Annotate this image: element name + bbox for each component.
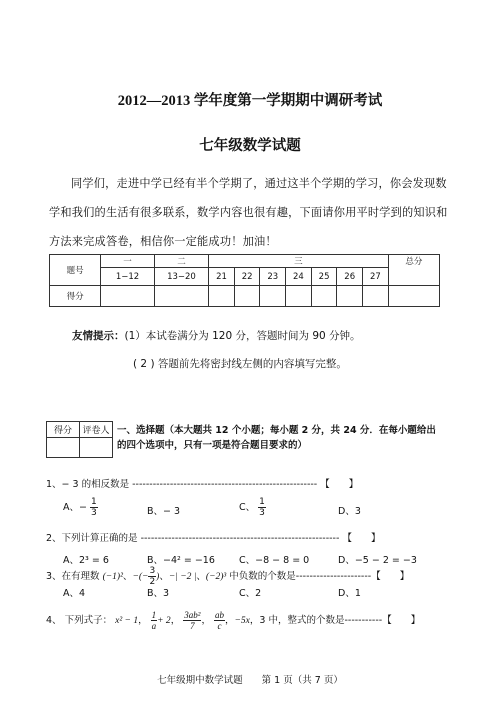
numerator: 3 bbox=[149, 566, 156, 576]
grader-table bbox=[46, 421, 113, 458]
tips-line-2: ( 2 ) 答题前先将密封线左侧的内容填写完整。 bbox=[133, 358, 347, 370]
page-footer: 七年级期中数学试题 第 1 页（共 7 页） bbox=[157, 675, 343, 686]
fraction bbox=[148, 566, 156, 587]
score-input-cell[interactable] bbox=[337, 286, 363, 307]
denominator: c bbox=[217, 621, 222, 631]
separator: ， bbox=[138, 615, 148, 626]
section-1-heading-line-2: 的四个选项中，只有一项是符合题目要求的） bbox=[117, 440, 308, 451]
denominator: 3 bbox=[259, 508, 265, 518]
fraction bbox=[90, 497, 98, 518]
question-4-post: ，3 中，整式的个数是 bbox=[249, 615, 345, 626]
separator: 、 bbox=[122, 571, 133, 582]
question-2-answer-bracket[interactable]: 【 】 bbox=[342, 533, 381, 544]
math-expression: + 2 bbox=[157, 616, 171, 626]
numerator: 1 bbox=[91, 497, 97, 507]
question-3-option-b: B、3 bbox=[147, 588, 170, 599]
score-table-cell: 24 bbox=[286, 268, 312, 286]
score-table-cell: 26 bbox=[337, 268, 363, 286]
score-input-cell[interactable] bbox=[234, 286, 260, 307]
question-2-option-d: D、−5 − 2 = −3 bbox=[338, 555, 417, 566]
question-2-option-c: C、−8 − 8 = 0 bbox=[239, 555, 310, 566]
grader-reviewer-label: 评卷人 bbox=[80, 422, 113, 438]
grader-score-cell[interactable] bbox=[47, 438, 80, 458]
denominator: a bbox=[151, 621, 157, 631]
exam-title: 2012—2013 学年度第一学期期中调研考试 bbox=[117, 93, 383, 109]
tips-text-1: (1）本试卷满分为 120 分，答题时间为 90 分钟。 bbox=[124, 330, 361, 342]
separator: ， bbox=[224, 615, 235, 626]
question-1-text: 1、− 3 的相反数是 bbox=[46, 479, 130, 490]
option-label: C、 bbox=[239, 502, 256, 513]
question-3-post: 中负数的个数是 bbox=[226, 571, 296, 582]
grader-score-label: 得分 bbox=[47, 422, 80, 438]
score-table-cell: 13−20 bbox=[154, 268, 208, 286]
fraction bbox=[214, 610, 225, 631]
separator: 、 bbox=[196, 571, 206, 582]
score-input-cell[interactable] bbox=[209, 286, 235, 307]
score-input-cell[interactable] bbox=[101, 286, 154, 307]
separator: ， bbox=[170, 615, 181, 626]
score-input-cell[interactable] bbox=[154, 286, 208, 307]
question-4 bbox=[46, 610, 420, 631]
score-table-total: 总分 bbox=[388, 255, 439, 286]
score-input-cell[interactable] bbox=[363, 286, 389, 307]
question-1-answer-bracket[interactable]: 【 】 bbox=[320, 479, 359, 490]
section-1-heading-line-1: 一、选择题（本大题共 12 个小题；每小题 2 分，共 24 分．在每小题给出 bbox=[117, 425, 436, 436]
question-2-text: 2、下列计算正确的是 bbox=[46, 533, 138, 544]
score-table-group-3: 三 bbox=[209, 255, 388, 268]
question-4-dashes: ----------- bbox=[344, 615, 383, 626]
question-2-dashes: ---------------------------------------------------------- bbox=[140, 533, 340, 544]
fraction bbox=[183, 610, 201, 631]
score-table-cell: 21 bbox=[209, 268, 235, 286]
numerator: 3ab² bbox=[184, 610, 201, 620]
math-expression: x² − 1 bbox=[115, 616, 139, 626]
math-expression: (−1)² bbox=[102, 572, 123, 582]
numerator: ab bbox=[214, 610, 224, 620]
question-1-option-d: D、3 bbox=[338, 506, 361, 517]
intro-line-2: 学和我们的生活有很多联系，数学内容也很有趣，下面请你用平时学到的知识和 bbox=[49, 206, 448, 219]
math-expression: −5x bbox=[234, 616, 250, 626]
math-expression: −(− bbox=[132, 572, 149, 582]
math-expression: (−2)³ bbox=[205, 572, 227, 582]
fraction bbox=[258, 497, 266, 518]
exam-subtitle: 七年级数学试题 bbox=[199, 138, 301, 154]
score-table-cell: 27 bbox=[363, 268, 389, 286]
grader-reviewer-cell[interactable] bbox=[80, 438, 113, 458]
question-2-option-b: B、−4² = −16 bbox=[147, 555, 215, 566]
math-expression: ) bbox=[156, 572, 160, 582]
denominator: 7 bbox=[190, 621, 195, 631]
tips-label: 友情提示： bbox=[72, 330, 125, 342]
question-1-dashes: ------------------------------------------------------ bbox=[132, 479, 318, 490]
score-table-score-label: 得分 bbox=[50, 286, 101, 307]
separator: 、 bbox=[159, 571, 169, 582]
score-table bbox=[49, 254, 440, 307]
question-1-option-c bbox=[239, 497, 266, 518]
numerator: 1 bbox=[259, 497, 265, 507]
math-expression: −| −2 | bbox=[168, 572, 197, 582]
score-input-cell[interactable] bbox=[311, 286, 337, 307]
question-1 bbox=[46, 476, 358, 490]
question-3-option-d: D、1 bbox=[338, 588, 361, 599]
score-table-cell: 25 bbox=[311, 268, 337, 286]
question-4-pre: 4、 下列式子： bbox=[46, 615, 113, 626]
score-table-group-1: 一 bbox=[101, 255, 154, 268]
score-input-cell[interactable] bbox=[260, 286, 286, 307]
intro-line-1: 同学们，走进中学已经有半个学期了，通过这半个学期的学习，你会发现数 bbox=[71, 177, 447, 190]
question-3-answer-bracket[interactable]: 【 】 bbox=[371, 571, 410, 582]
question-4-answer-bracket[interactable]: 【 】 bbox=[382, 615, 421, 626]
separator: ， bbox=[201, 615, 211, 626]
question-2-option-a: A、2³ = 6 bbox=[63, 555, 109, 566]
question-3-dashes: ---------------------- bbox=[295, 571, 372, 582]
score-table-header-number: 题号 bbox=[50, 255, 101, 286]
denominator: 3 bbox=[91, 508, 97, 518]
tips-line-1 bbox=[72, 328, 361, 343]
question-1-option-a bbox=[63, 497, 98, 521]
intro-line-3: 方法来完成答卷，相信你一定能成功！加油！ bbox=[49, 235, 277, 248]
score-table-cell: 22 bbox=[234, 268, 260, 286]
question-3-option-c: C、2 bbox=[239, 588, 262, 599]
score-table-group-2: 二 bbox=[154, 255, 208, 268]
question-3-option-a: A、4 bbox=[63, 588, 86, 599]
numerator: 1 bbox=[151, 610, 157, 620]
score-input-cell[interactable] bbox=[388, 286, 439, 307]
score-table-cell: 1−12 bbox=[101, 268, 154, 286]
minus-sign: − bbox=[79, 502, 87, 513]
question-2 bbox=[46, 530, 380, 544]
score-input-cell[interactable] bbox=[286, 286, 312, 307]
question-1-option-b: B、− 3 bbox=[147, 506, 181, 517]
denominator: 2 bbox=[149, 577, 156, 587]
option-label: A、 bbox=[63, 502, 79, 513]
question-3 bbox=[46, 566, 409, 587]
score-table-cell: 23 bbox=[260, 268, 286, 286]
question-3-pre: 3、在有理数 bbox=[46, 571, 100, 582]
